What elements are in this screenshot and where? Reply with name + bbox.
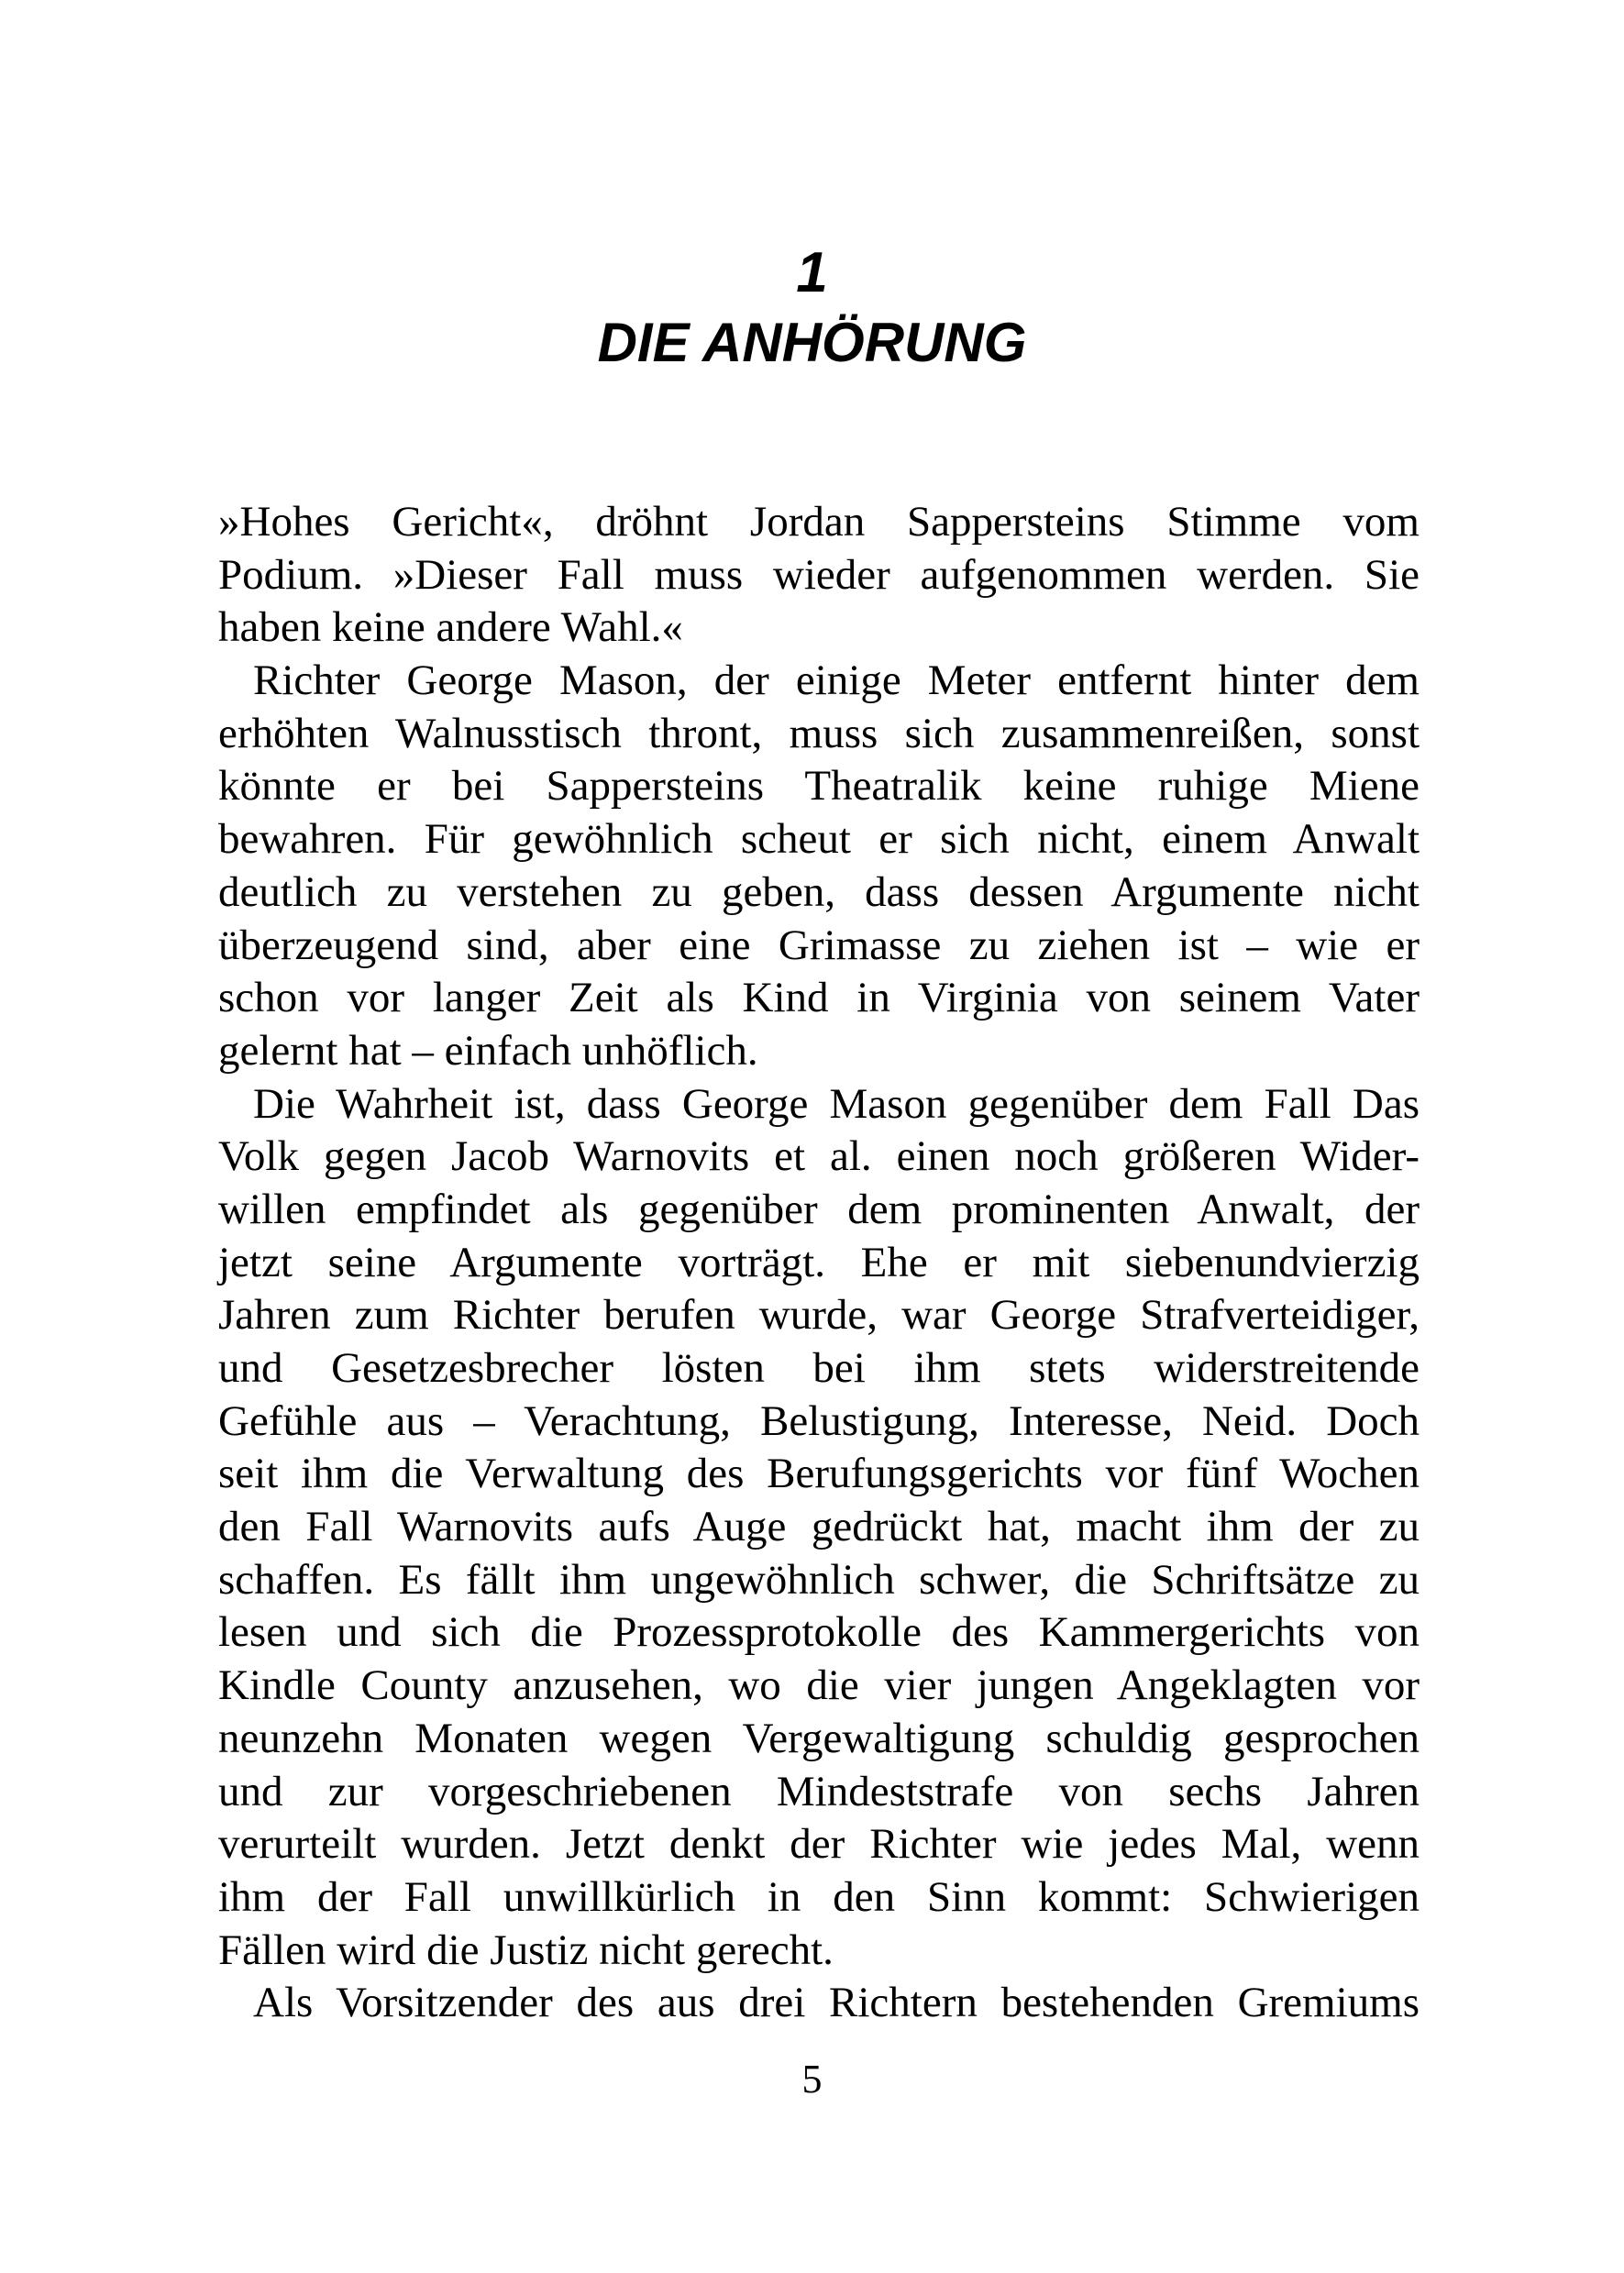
text-line: seit ihm die Verwaltung des Berufungsgerichts vor fünf Wochen xyxy=(218,1450,1420,1498)
text-line: jetzt seine Argumente vorträgt. Ehe er mit siebenundvierzig xyxy=(218,1238,1420,1286)
text-line: neunzehn Monaten wegen Vergewaltigung schuldig gesprochen xyxy=(218,1714,1420,1762)
text-line: Fällen wird die Justiz nicht gerecht. xyxy=(218,1925,834,1974)
chapter-title: DIE ANHÖRUNG xyxy=(597,312,1027,373)
body-text xyxy=(218,496,1420,2030)
text-line: Volk gegen Jacob Warnovits et al. einen noch größeren Wider- xyxy=(218,1132,1420,1181)
text-line: Kindle County anzusehen, wo die vier jungen Angeklagten vor xyxy=(218,1661,1420,1710)
text-line: bewahren. Für gewöhnlich scheut er sich nicht, einem Anwalt xyxy=(218,815,1420,864)
text-line: schon vor langer Zeit als Kind in Virginia von seinem Vater xyxy=(218,974,1420,1022)
text-line: lesen und sich die Prozessprotokolle des Kammergerichts von xyxy=(218,1608,1420,1657)
page-number: 5 xyxy=(801,2057,823,2102)
text-line: ihm der Fall unwillkürlich in den Sinn kommt: Schwierigen xyxy=(218,1872,1420,1921)
text-line: und Gesetzesbrecher lösten bei ihm stets widerstreitende xyxy=(218,1344,1420,1392)
chapter-number: 1 xyxy=(796,241,828,304)
text-line: Die Wahrheit ist, dass George Mason gegenüber dem Fall Das xyxy=(253,1079,1420,1128)
text-line: »Hohes Gericht«, dröhnt Jordan Sappersteins Stimme vom xyxy=(218,498,1420,546)
text-line: und zur vorgeschriebenen Mindeststrafe von sechs Jahren xyxy=(218,1767,1420,1815)
text-line: haben keine andere Wahl.« xyxy=(218,603,683,652)
text-line: Jahren zum Richter berufen wurde, war George Strafverteidiger, xyxy=(218,1291,1420,1340)
text-line: Als Vorsitzender des aus drei Richtern bestehenden Gremiums xyxy=(253,1979,1420,2027)
text-line: überzeugend sind, aber eine Grimasse zu ziehen ist – wie er xyxy=(218,921,1420,969)
text-line: den Fall Warnovits aufs Auge gedrückt hat, macht ihm der zu xyxy=(218,1503,1420,1551)
text-line: schaffen. Es fällt ihm ungewöhnlich schwer, die Schriftsätze zu xyxy=(218,1555,1420,1604)
text-line: deutlich zu verstehen zu geben, dass dessen Argumente nicht xyxy=(218,867,1420,916)
text-line: Richter George Mason, der einige Meter entfernt hinter dem xyxy=(253,657,1420,705)
text-line: Gefühle aus – Verachtung, Belustigung, Interesse, Neid. Doch xyxy=(218,1396,1420,1445)
text-line: gelernt hat – einfach unhöflich. xyxy=(218,1026,758,1075)
text-line: erhöhten Walnusstisch thront, muss sich zusammenreißen, sonst xyxy=(218,709,1420,757)
text-line: verurteilt wurden. Jetzt denkt der Richter wie jedes Mal, wenn xyxy=(218,1820,1420,1869)
text-line: Podium. »Dieser Fall muss wieder aufgenommen werden. Sie xyxy=(218,550,1420,599)
text-line: willen empfindet als gegenüber dem prominenten Anwalt, der xyxy=(218,1185,1420,1233)
text-line: könnte er bei Sappersteins Theatralik keine ruhige Miene xyxy=(218,762,1420,811)
